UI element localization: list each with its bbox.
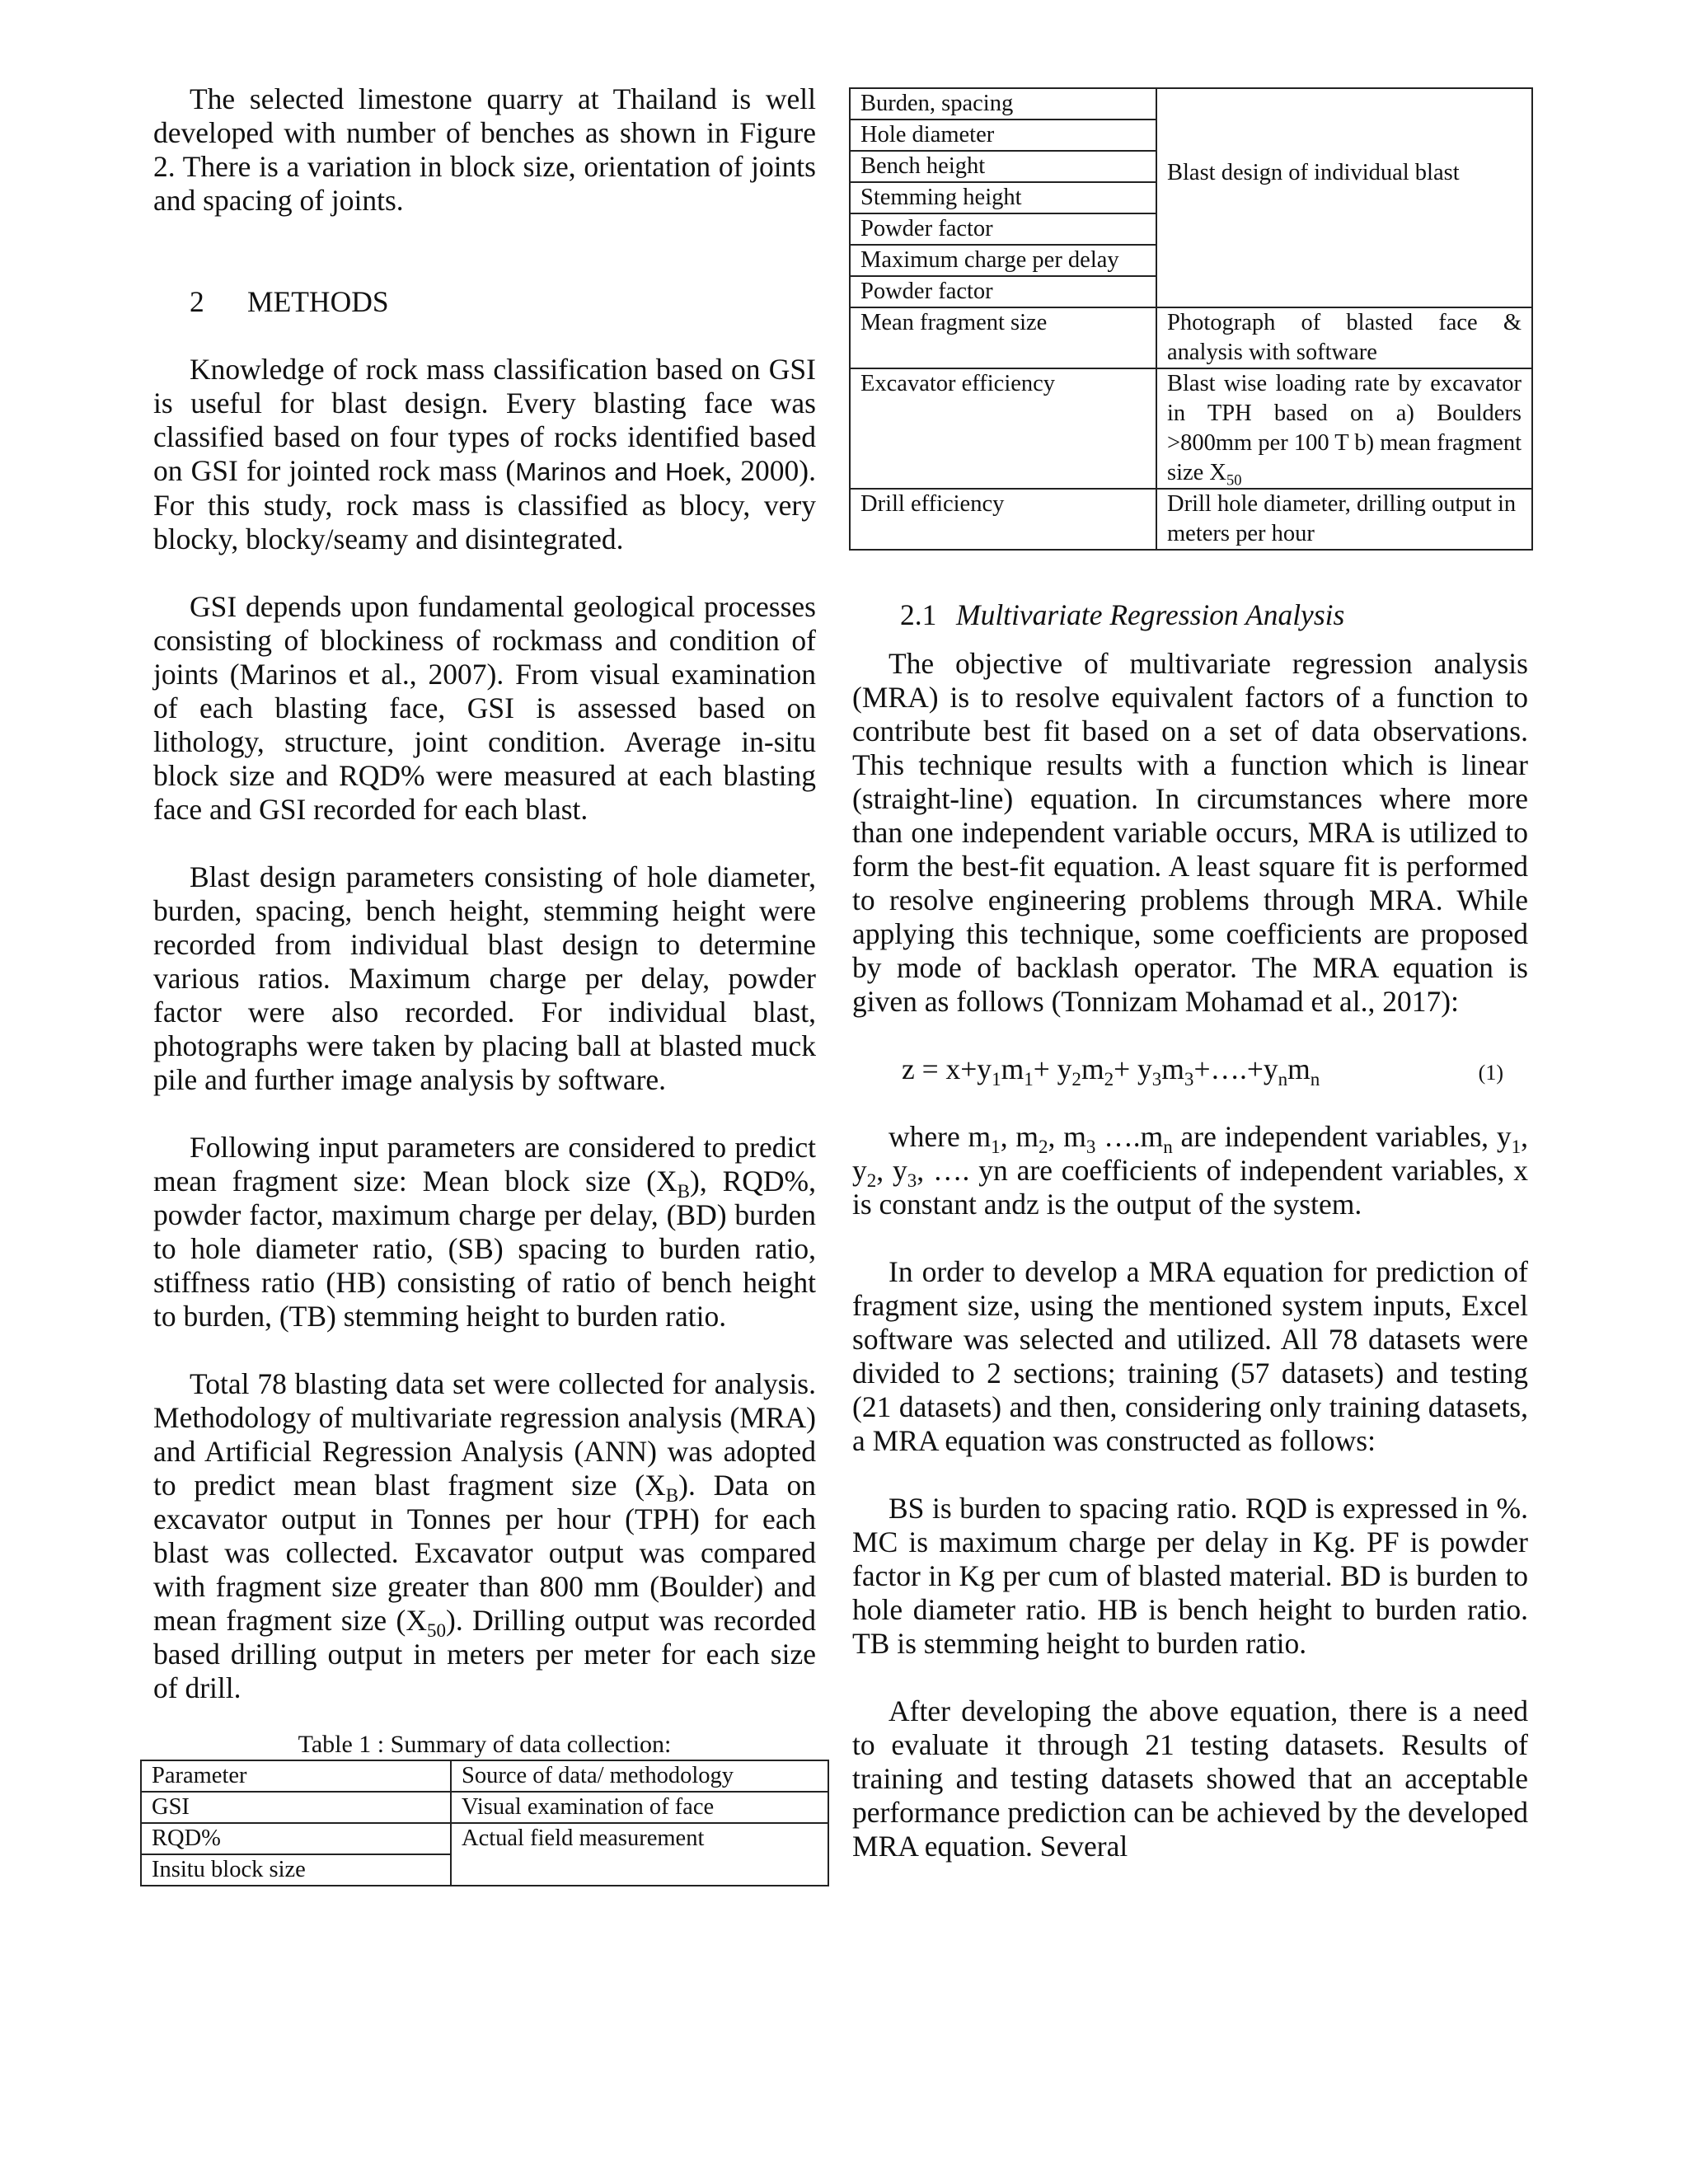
- table-cell: Parameter: [141, 1760, 451, 1792]
- subsection-number: 2.1: [900, 598, 937, 631]
- section-number: 2: [190, 285, 204, 318]
- evaluation-paragraph: After developing the above equation, there is a need to evaluate it through 21 testing datasets. Results of training and testing datasets showed that an acceptable performance prediction can be achieved by the developed MRA equation. Several: [852, 1694, 1528, 1863]
- variables-paragraph: BS is burden to spacing ratio. RQD is expressed in %. MC is maximum charge per delay in Kg. PF is powder factor in Kg per cum of blasted material. BD is burden to hole diameter ratio. HB is bench height to burden ratio. TB is stemming height to burden ratio.: [852, 1492, 1528, 1660]
- table-cell: Visual examination of face: [451, 1792, 828, 1823]
- table-cell: Burden, spacing: [850, 88, 1156, 120]
- section-title: METHODS: [247, 285, 389, 318]
- table-cell: Drill efficiency: [850, 489, 1156, 550]
- methods-paragraph-2: GSI depends upon fundamental geological processes consisting of blockiness of rockmass and condition of joints (Marinos et al., 2007). From visual examination of each blasting face, GSI is assessed based on lithology, structure, joint condition. Average in-situ block size and RQD% were measured at each blasting face and GSI recorded for each blast.: [153, 590, 816, 826]
- left-column: [153, 82, 816, 1886]
- where-paragraph: where $m_1$, $m_2$, $m_3$ $\dots.m_n$ are independent variables, $y_1$, $y_2$, $y_3$, …. yn are coefficients of independent variables, x is constant andz is the output of the system.: [852, 1120, 1529, 1221]
- methods-paragraph-5: Total 78 blasting data set were collected for analysis. Methodology of multivariate regression analysis (MRA) and Artificial Regression Analysis (ANN) was adopted to predict mean blast fragment size $(X_B)$. Data on excavator output in Tonnes per hour (TPH) for each blast was collected. Excavator output was compared with fragment size greater than 800 mm (Boulder) and mean fragment size $(X_{50})$. Drilling output was recorded based drilling output in meters per meter for each size of drill.: [153, 1367, 816, 1704]
- table-cell: Actual field measurement: [451, 1823, 828, 1886]
- table-cell: Blast design of individual blast: [1156, 88, 1532, 307]
- table-row: [141, 1823, 828, 1854]
- table-row: [850, 307, 1532, 368]
- subsection-title: Multivariate Regression Analysis: [956, 598, 1345, 631]
- table-row: [850, 368, 1532, 489]
- equation-1: $z = x+y_1m_1+ y_2m_2+$ $y_3m_3+\dots.+y_nm_n$ (1): [902, 1052, 1503, 1090]
- equation-number: (1): [1478, 1061, 1503, 1085]
- methods-paragraph-1: Knowledge of rock mass classification based on GSI is useful for blast design. Every blasting face was classified based on four types of rocks identified based on GSI for jointed rock mass (Marinos and Hoek, 2000). For this study, rock mass is classified as blocy, very blocky, blocky/seamy and disintegrated.: [153, 353, 816, 555]
- citation-marinos-hoek: Marinos and Hoek: [515, 457, 725, 486]
- table-cell: Excavator efficiency: [850, 368, 1156, 489]
- table-cell: Drill hole diameter, drilling output in meters per hour: [1156, 489, 1532, 550]
- table-row: [141, 1792, 828, 1823]
- data-collection-table-part1: [140, 1760, 829, 1886]
- table-cell: GSI: [141, 1792, 451, 1823]
- table-row: [141, 1760, 828, 1792]
- table-cell: Powder factor: [850, 276, 1156, 307]
- right-column: [852, 87, 1528, 1863]
- table-cell: Hole diameter: [850, 120, 1156, 151]
- excel-paragraph: In order to develop a MRA equation for prediction of fragment size, using the mentioned system inputs, Excel software was selected and utilized. All 78 datasets were divided to 2 sections; training (57 datasets) and testing (21 datasets) and then, considering only training datasets, a MRA equation was constructed as follows:: [852, 1255, 1528, 1457]
- methods-paragraph-3: Blast design parameters consisting of hole diameter, burden, spacing, bench height, stemming height were recorded from individual blast design to determine various ratios. Maximum charge per delay, powder factor were also recorded. For individual blast, photographs were taken by placing ball at blasted muck pile and further image analysis by software.: [153, 860, 816, 1096]
- table-cell: RQD%: [141, 1823, 451, 1854]
- table-cell: Mean fragment size: [850, 307, 1156, 368]
- intro-paragraph: The selected limestone quarry at Thailand is well developed with number of benches as shown in Figure 2. There is a variation in block size, orientation of joints and spacing of joints.: [153, 82, 816, 217]
- table-row: [850, 489, 1532, 550]
- subsection-heading-mra: [852, 598, 1528, 632]
- table-cell: Bench height: [850, 151, 1156, 182]
- table-cell: Source of data/ methodology: [451, 1760, 828, 1792]
- table-cell: Blast wise loading rate by excavator in TPH based on a) Boulders >800mm per 100 T b) mean fragment size $X_{50}$: [1156, 368, 1532, 489]
- section-heading-methods: [153, 285, 816, 319]
- table-cell: Photograph of blasted face & analysis with software: [1156, 307, 1532, 368]
- mra-paragraph: The objective of multivariate regression analysis (MRA) is to resolve equivalent factors of a function to contribute best fit based on a set of data observations. This technique results with a function which is linear (straight-line) equation. In circumstances where more than one independent variable occurs, MRA is utilized to form the best-fit equation. A least square fit is performed to resolve engineering problems through MRA. While applying this technique, some coefficients are proposed by mode of backlash operator. The MRA equation is given as follows (Tonnizam Mohamad et al., 2017):: [852, 647, 1528, 1018]
- methods-paragraph-4: Following input parameters are considered to predict mean fragment size: Mean block size $(X_B)$, RQD%, powder factor, maximum charge per delay, (BD) burden to hole diameter ratio, (SB) spacing to burden ratio, stiffness ratio (HB) consisting of ratio of bench height to burden, (TB) stemming height to burden ratio.: [153, 1131, 816, 1333]
- data-collection-table-part2: [849, 87, 1533, 551]
- table-cell: Insitu block size: [141, 1854, 451, 1886]
- table-cell: Stemming height: [850, 182, 1156, 213]
- table-cell: Powder factor: [850, 213, 1156, 245]
- table-caption: Table 1 : Summary of data collection:: [298, 1731, 672, 1758]
- table-row: [850, 88, 1532, 120]
- table-cell: Maximum charge per delay: [850, 245, 1156, 276]
